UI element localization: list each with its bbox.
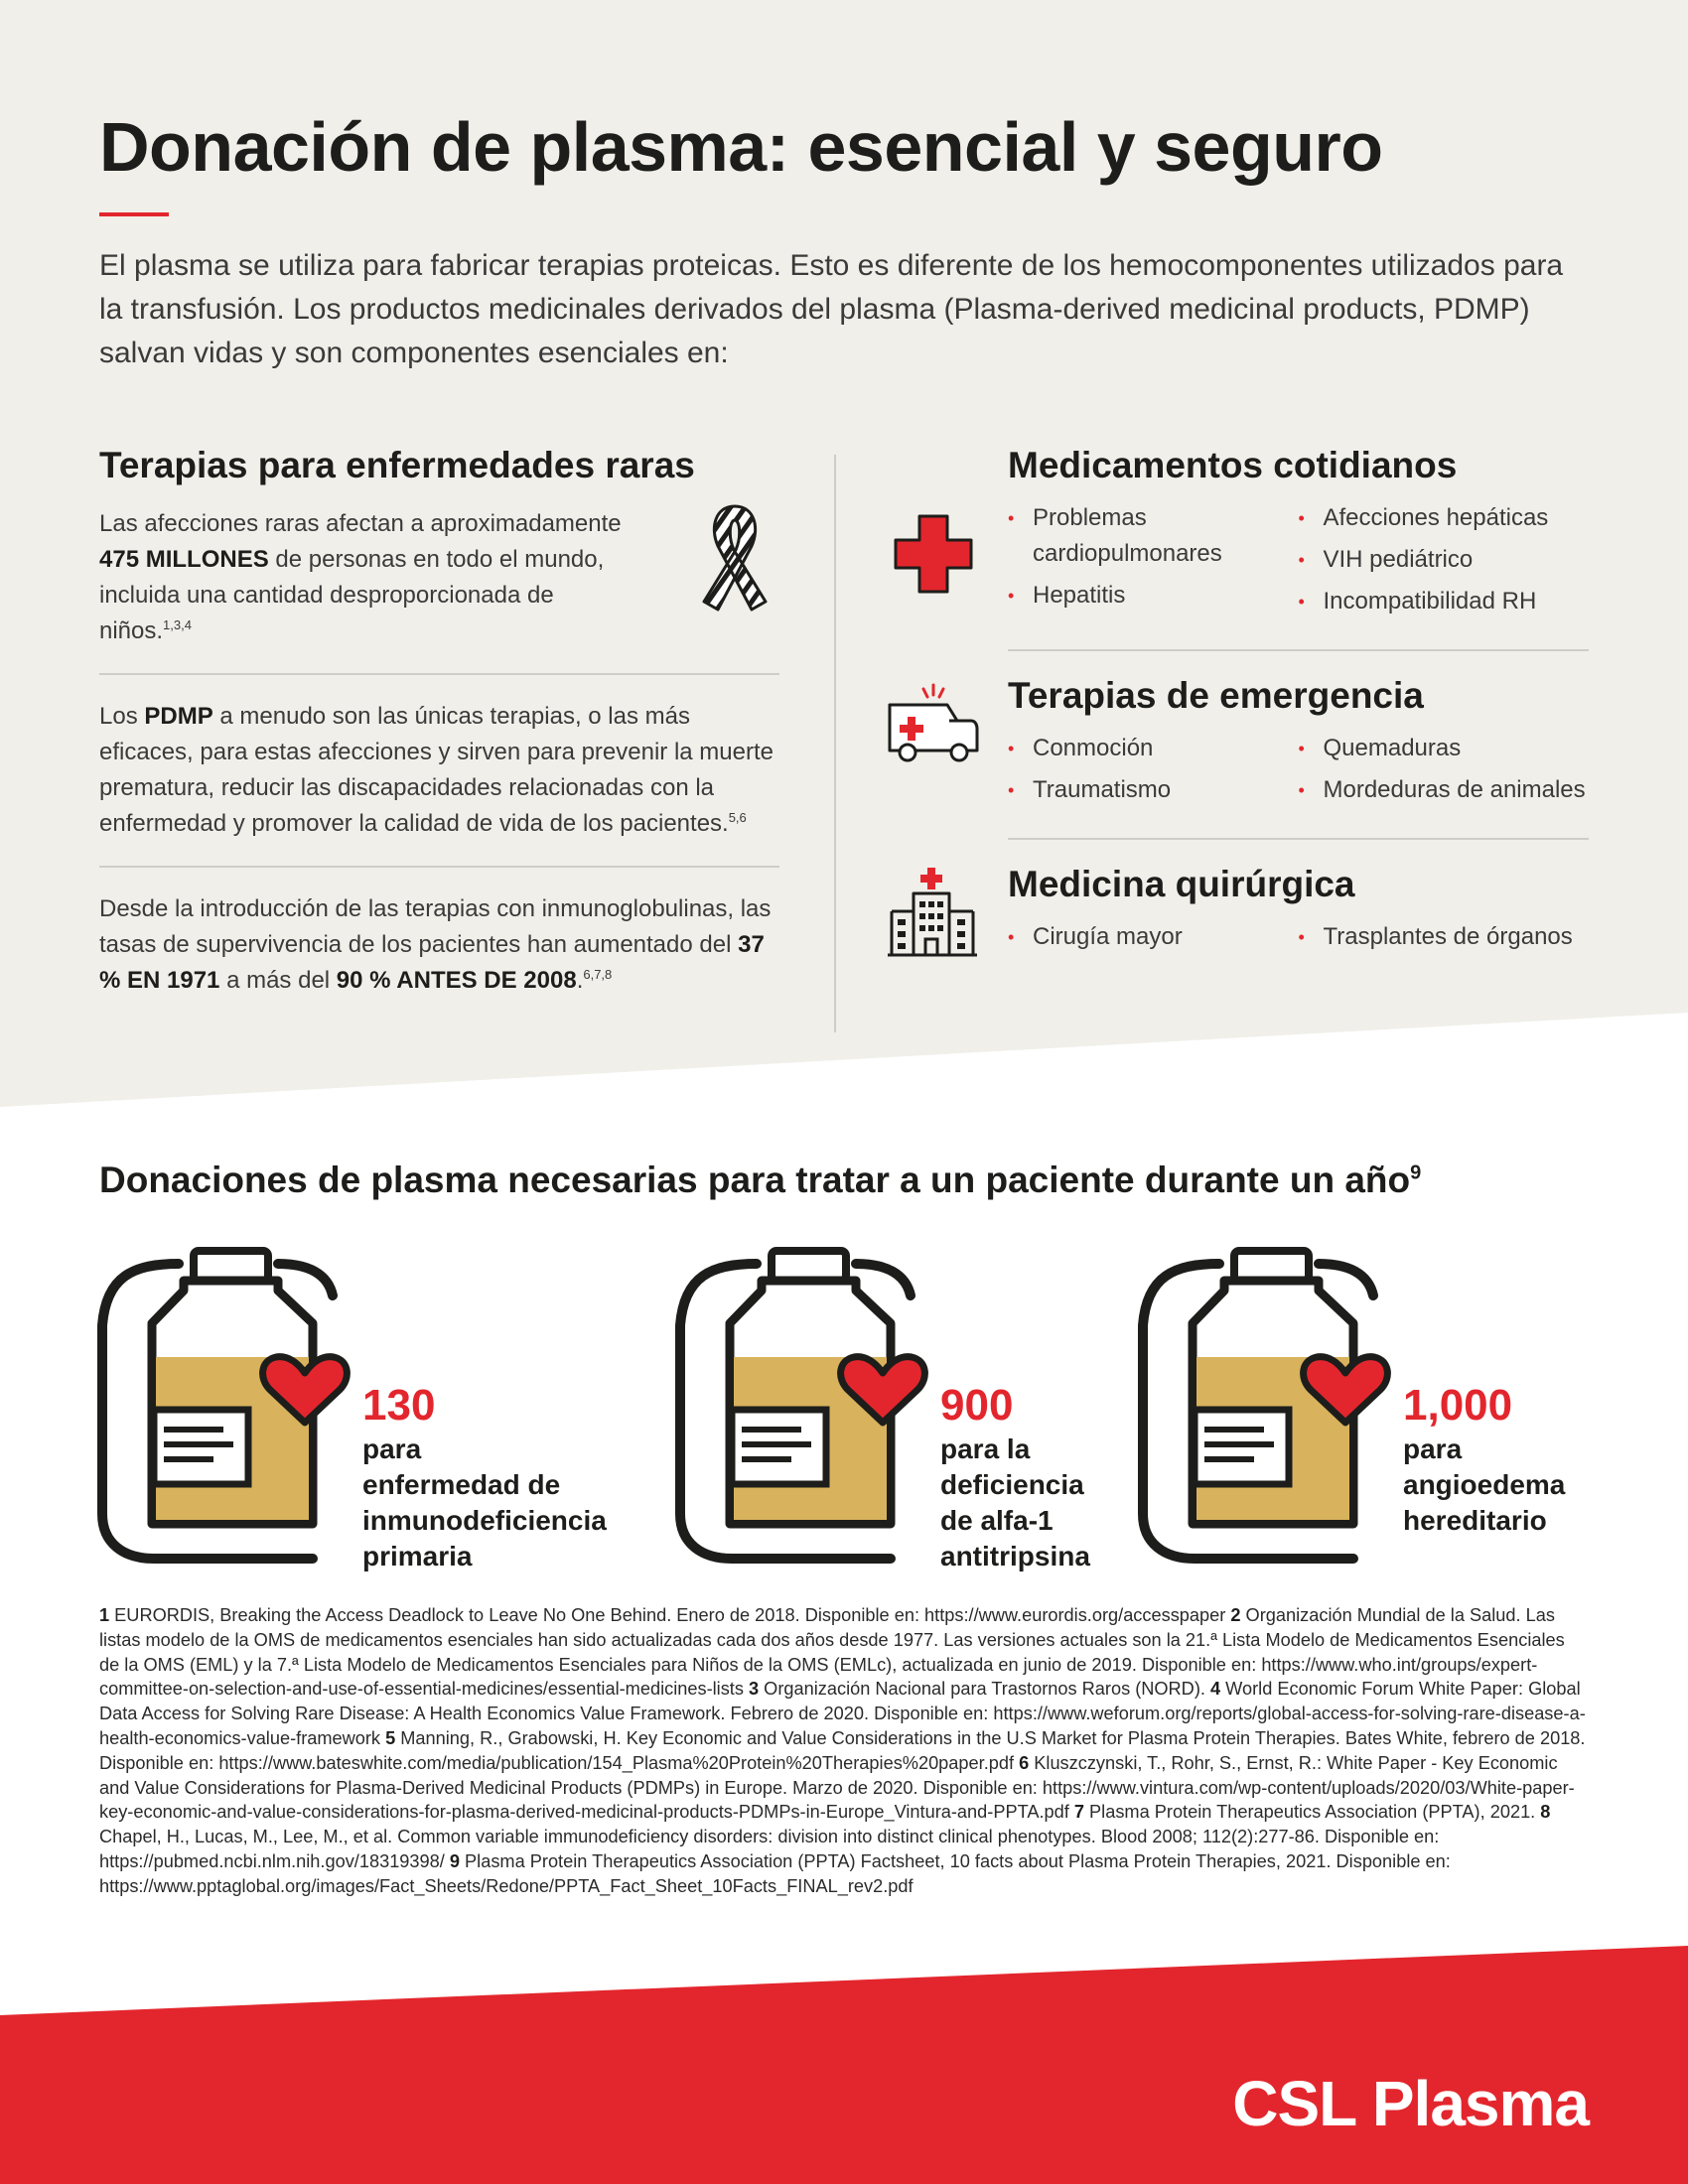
donation-label-line: de alfa-1 xyxy=(940,1505,1054,1536)
plasma-bottle-icon xyxy=(94,1246,352,1583)
donation-label-line: para xyxy=(362,1433,422,1464)
divider xyxy=(99,673,779,675)
category-list-col1 xyxy=(1008,731,1299,814)
ambulance-icon xyxy=(884,677,983,776)
donation-label-line: enfermedad de xyxy=(362,1469,561,1500)
donation-number: 900 xyxy=(940,1381,1014,1430)
category-list-col1 xyxy=(1008,500,1299,625)
list-item: • Hepatitis xyxy=(1008,578,1299,614)
title-underline xyxy=(99,212,169,216)
csl-plasma-logo: CSL Plasma xyxy=(1232,2068,1589,2139)
column-divider xyxy=(834,455,836,1032)
category-heading: Medicina quirúrgica xyxy=(1008,864,1355,904)
category-list-col2 xyxy=(1299,500,1590,625)
list-item: • Trasplantes de órganos xyxy=(1299,919,1590,955)
references: 1 EURORDIS, Breaking the Access Deadlock to Leave No One Behind. Enero de 2018. Disponible en: https://www.eurordis.org/accesspaper 2 Organización Mundial de la Salud. Las listas modelo de la OMS de medicamentos esenciales han sido actualizadas cada dos años desde 1977. Las versiones actuales son la 21.ª Lista Modelo de Medicamentos Esenciales de la OMS (EML) y la 7.ª Lista Modelo de Medicamentos Esenciales para Niños de la OMS (EMLc), actualizada en junio de 2019. Disponible en: https://www.who.int/groups/expert-committee-on-selection-and-use-of-essential-medicines/essential-medicines-lists 3 Organización Nacional para Trastornos Raros (NORD). 4 World Economic Forum White Paper: Global Data Access for Solving Rare Disease: A Health Economics Value Framework. Febrero de 2020. Disponible en: https://www.weforum.org/reports/global-access-for-solving-rare-disease-a-health-economics-value-framework 5 Manning, R., Grabowski, H. Key Economic and Value Considerations in the U.S Market for Plasma Protein Therapies. Bates White, febrero de 2018. Disponible en: https://www.bateswhite.com/media/publication/154_Plasma%20Protein%20Therapies%20paper.pdf 6 Kluszczynski, T., Rohr, S., Ernst, R.: White Paper - Key Economic and Value Considerations for Plasma-Derived Medicinal Products (PDMPs) in Europe. Marzo de 2020. Disponible en: https://www.vintura.com/wp-content/uploads/2020/03/White-paper-key-economic-and-value-considerations-for-plasma-derived-medicinal-products-PDMPs-in-Europe_Vintura-and-PPTA.pdf 7 Plasma Protein Therapeutics Association (PPTA), 2021. 8 Chapel, H., Lucas, M., Lee, M., et al. Common variable immunodeficiency disorders: division into distinct clinical phenotypes. Blood 2008; 112(2):277-86. Disponible en: https://pubmed.ncbi.nlm.nih.gov/18319398/ 9 Plasma Protein Therapeutics Association (PPTA) Factsheet, 10 facts about Plasma Protein Therapies, 2021. Disponible en: https://www.pptaglobal.org/images/Fact_Sheets/Redone/PPTA_Fact_Sheet_10Facts_FINAL_rev2.pdf xyxy=(99,1605,1586,1896)
rare-diseases-column xyxy=(99,445,779,999)
hospital-icon xyxy=(884,864,983,963)
list-item: • Cirugía mayor xyxy=(1008,919,1299,955)
donation-label-line: hereditario xyxy=(1403,1505,1547,1536)
donation-item-2 xyxy=(672,1246,1129,1583)
plasma-bottle-icon xyxy=(1135,1246,1393,1583)
divider xyxy=(1008,649,1589,651)
donations-heading: Donaciones de plasma necesarias para tratar a un paciente durante un año$^9$ xyxy=(99,1160,1422,1200)
donation-label-line: primaria xyxy=(362,1541,473,1571)
donation-label-line: angioedema xyxy=(1403,1469,1566,1500)
list-item: • Problemas cardiopulmonares xyxy=(1008,500,1299,572)
list-item: • Traumatismo xyxy=(1008,772,1299,808)
donation-item-1 xyxy=(94,1246,650,1583)
rare-diseases-heading: Terapias para enfermedades raras xyxy=(99,445,695,485)
category-emergency-therapies xyxy=(874,675,1589,814)
page-title: Donación de plasma: esencial y seguro xyxy=(99,108,1383,186)
donation-stat xyxy=(940,1380,1090,1574)
list-item: • Incompatibilidad RH xyxy=(1299,584,1590,619)
category-heading: Terapias de emergencia xyxy=(1008,675,1424,716)
list-item: • Mordeduras de animales xyxy=(1299,772,1590,808)
rare-paragraph-1: Las afecciones raras afectan a aproximadamente 475 MILLONES de personas en todo el mundo, incluida una cantidad desproporcionada de niños.$^{1,3,4}$ xyxy=(99,510,622,644)
donations-infographic xyxy=(94,1246,1643,1583)
category-everyday-medicines xyxy=(874,445,1589,625)
plasma-bottle-icon xyxy=(672,1246,930,1583)
donation-number: 130 xyxy=(362,1381,436,1430)
category-list-col1 xyxy=(1008,919,1299,961)
category-heading: Medicamentos cotidianos xyxy=(1008,445,1458,485)
list-item: • Afecciones hepáticas xyxy=(1299,500,1590,536)
footer-band xyxy=(0,1946,1688,2184)
donation-stat xyxy=(362,1380,607,1574)
medical-cross-icon xyxy=(884,504,983,604)
divider xyxy=(99,866,779,868)
donation-label-line: deficiencia xyxy=(940,1469,1084,1500)
category-surgical-medicine xyxy=(874,864,1589,961)
list-item: • Quemaduras xyxy=(1299,731,1590,766)
intro-paragraph: El plasma se utiliza para fabricar terapias proteicas. Esto es diferente de los hemocomponentes utilizados para la transfusión. Los productos medicinales derivados del plasma (Plasma-derived medicinal products, PDMP) salvan vidas y son componentes esenciales en: xyxy=(99,249,1564,369)
donation-label-line: para la xyxy=(940,1433,1031,1464)
zebra-ribbon-icon xyxy=(690,498,779,617)
category-list-col2 xyxy=(1299,919,1590,961)
donation-stat xyxy=(1403,1380,1565,1539)
list-item: • VIH pediátrico xyxy=(1299,542,1590,578)
rare-paragraph-3: Desde la introducción de las terapias con inmunoglobulinas, las tasas de supervivencia de los pacientes han aumentado del 37 % EN 1971 a más del 90 % ANTES DE 2008.$^{6,7,8}$ xyxy=(99,895,772,994)
rare-paragraph-2: Los PDMP a menudo son las únicas terapias, o las más eficaces, para estas afecciones y sirven para prevenir la muerte prematura, reducir las discapacidades relacionadas con la enfermedad y promover la calidad de vida de los pacientes.$^{5,6}$ xyxy=(99,703,774,837)
donation-label-line: inmunodeficiencia xyxy=(362,1505,607,1536)
divider xyxy=(1008,838,1589,840)
categories-column xyxy=(874,445,1589,961)
donation-number: 1,000 xyxy=(1403,1381,1513,1430)
donation-item-3 xyxy=(1135,1246,1592,1583)
category-list-col2 xyxy=(1299,731,1590,814)
donation-label-line: antitripsina xyxy=(940,1541,1090,1571)
list-item: • Conmoción xyxy=(1008,731,1299,766)
donation-label-line: para xyxy=(1403,1433,1463,1464)
